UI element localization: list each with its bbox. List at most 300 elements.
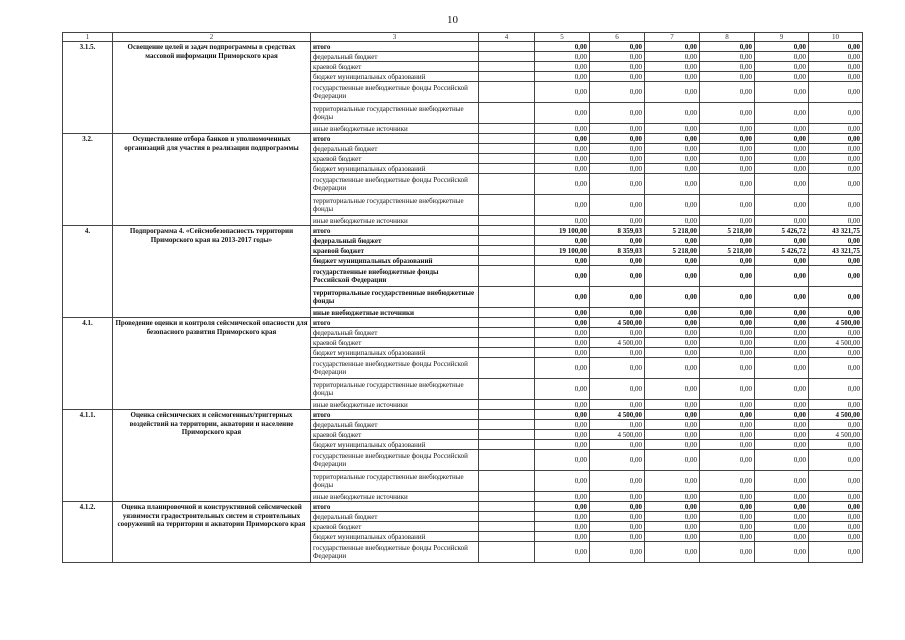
- amount-cell: 0,00: [590, 52, 645, 62]
- column-number: 8: [700, 33, 755, 42]
- empty-cell: [479, 82, 535, 103]
- amount-cell: 0,00: [645, 502, 700, 512]
- amount-cell: 0,00: [700, 348, 755, 358]
- amount-cell: 0,00: [535, 522, 590, 532]
- funding-source: бюджет муниципальных образований: [311, 440, 479, 450]
- amount-cell: 19 100,00: [535, 226, 590, 236]
- amount-cell: 5 426,72: [755, 246, 809, 256]
- amount-cell: 0,00: [590, 124, 645, 134]
- empty-cell: [479, 124, 535, 134]
- funding-source: территориальные государственные внебюджетные фонды: [311, 103, 479, 124]
- amount-cell: 0,00: [700, 134, 755, 144]
- amount-cell: 0,00: [590, 82, 645, 103]
- funding-source: территориальные государственные внебюджетные фонды: [311, 379, 479, 400]
- funding-source: государственные внебюджетные фонды Российской Федерации: [311, 358, 479, 379]
- funding-source: бюджет муниципальных образований: [311, 256, 479, 266]
- column-number: 6: [590, 33, 645, 42]
- amount-cell: 0,00: [535, 450, 590, 471]
- column-number-row: [63, 33, 863, 42]
- amount-cell: 0,00: [645, 134, 700, 144]
- amount-cell: 0,00: [535, 379, 590, 400]
- amount-cell: 0,00: [590, 400, 645, 410]
- funding-source: территориальные государственные внебюджетные фонды: [311, 195, 479, 216]
- amount-cell: 0,00: [645, 124, 700, 134]
- amount-cell: 0,00: [590, 164, 645, 174]
- empty-cell: [479, 440, 535, 450]
- amount-cell: 0,00: [700, 52, 755, 62]
- amount-cell: 0,00: [590, 256, 645, 266]
- funding-source: бюджет муниципальных образований: [311, 72, 479, 82]
- amount-cell: 0,00: [535, 440, 590, 450]
- funding-source: федеральный бюджет: [311, 512, 479, 522]
- amount-cell: 0,00: [590, 522, 645, 532]
- amount-cell: 0,00: [590, 440, 645, 450]
- amount-cell: 0,00: [755, 266, 809, 287]
- amount-cell: 0,00: [700, 358, 755, 379]
- amount-cell: 5 218,00: [700, 246, 755, 256]
- amount-cell: 0,00: [755, 379, 809, 400]
- amount-cell: 0,00: [755, 52, 809, 62]
- amount-cell: 0,00: [755, 338, 809, 348]
- amount-cell: 0,00: [590, 328, 645, 338]
- amount-cell: 0,00: [755, 103, 809, 124]
- amount-cell: 0,00: [809, 532, 863, 542]
- item-name: Освещение целей и задач подпрограммы в средствах массовой информации Приморского края: [113, 42, 311, 134]
- amount-cell: 0,00: [645, 42, 700, 52]
- column-number: 5: [535, 33, 590, 42]
- empty-cell: [479, 410, 535, 420]
- amount-cell: 0,00: [590, 134, 645, 144]
- amount-cell: 0,00: [809, 522, 863, 532]
- amount-cell: 0,00: [809, 492, 863, 502]
- empty-cell: [479, 542, 535, 563]
- item-code: 4.1.2.: [63, 502, 113, 563]
- amount-cell: 0,00: [809, 42, 863, 52]
- amount-cell: 0,00: [535, 82, 590, 103]
- empty-cell: [479, 226, 535, 236]
- funding-source: иные внебюджетные источники: [311, 124, 479, 134]
- funding-source: иные внебюджетные источники: [311, 492, 479, 502]
- funding-source: государственные внебюджетные фонды Российской Федерации: [311, 450, 479, 471]
- amount-cell: 0,00: [700, 154, 755, 164]
- amount-cell: 0,00: [809, 52, 863, 62]
- amount-cell: 0,00: [755, 256, 809, 266]
- empty-cell: [479, 308, 535, 318]
- amount-cell: 0,00: [700, 287, 755, 308]
- amount-cell: 0,00: [755, 440, 809, 450]
- amount-cell: 0,00: [535, 72, 590, 82]
- amount-cell: 8 359,03: [590, 246, 645, 256]
- item-code: 3.2.: [63, 134, 113, 226]
- amount-cell: 0,00: [535, 216, 590, 226]
- amount-cell: 0,00: [535, 103, 590, 124]
- amount-cell: 0,00: [535, 266, 590, 287]
- table-row: [63, 226, 863, 236]
- amount-cell: 0,00: [809, 154, 863, 164]
- amount-cell: 0,00: [809, 358, 863, 379]
- amount-cell: 4 500,00: [809, 318, 863, 328]
- column-number: 9: [755, 33, 809, 42]
- item-name: Подпрограмма 4. «Сейсмобезопасность территории Приморского края на 2013-2017 годы»: [113, 226, 311, 318]
- amount-cell: 0,00: [755, 144, 809, 154]
- amount-cell: 0,00: [535, 318, 590, 328]
- amount-cell: 0,00: [590, 379, 645, 400]
- amount-cell: 0,00: [590, 195, 645, 216]
- amount-cell: 0,00: [590, 236, 645, 246]
- amount-cell: 0,00: [645, 512, 700, 522]
- funding-source: иные внебюджетные источники: [311, 400, 479, 410]
- amount-cell: 0,00: [755, 420, 809, 430]
- empty-cell: [479, 379, 535, 400]
- amount-cell: 0,00: [645, 379, 700, 400]
- amount-cell: 0,00: [755, 328, 809, 338]
- empty-cell: [479, 246, 535, 256]
- item-name: Осуществление отбора банков и уполномоченных организаций для участия в реализации подпрограммы: [113, 134, 311, 226]
- empty-cell: [479, 62, 535, 72]
- amount-cell: 0,00: [590, 72, 645, 82]
- amount-cell: 0,00: [645, 542, 700, 563]
- amount-cell: 0,00: [755, 308, 809, 318]
- amount-cell: 5 218,00: [645, 246, 700, 256]
- funding-source: краевой бюджет: [311, 154, 479, 164]
- amount-cell: 0,00: [809, 308, 863, 318]
- amount-cell: 0,00: [535, 400, 590, 410]
- amount-cell: 0,00: [755, 174, 809, 195]
- item-code: 3.1.5.: [63, 42, 113, 134]
- amount-cell: 0,00: [645, 72, 700, 82]
- amount-cell: 4 500,00: [809, 430, 863, 440]
- amount-cell: 5 218,00: [700, 226, 755, 236]
- empty-cell: [479, 42, 535, 52]
- empty-cell: [479, 154, 535, 164]
- amount-cell: 0,00: [700, 379, 755, 400]
- amount-cell: 0,00: [645, 174, 700, 195]
- empty-cell: [479, 450, 535, 471]
- amount-cell: 0,00: [590, 358, 645, 379]
- amount-cell: 0,00: [700, 195, 755, 216]
- table-row: [63, 42, 863, 52]
- amount-cell: 0,00: [535, 62, 590, 72]
- amount-cell: 0,00: [809, 420, 863, 430]
- amount-cell: 0,00: [700, 124, 755, 134]
- funding-source: федеральный бюджет: [311, 420, 479, 430]
- amount-cell: 4 500,00: [809, 410, 863, 420]
- amount-cell: 0,00: [809, 400, 863, 410]
- amount-cell: 0,00: [700, 430, 755, 440]
- amount-cell: 0,00: [645, 256, 700, 266]
- amount-cell: 0,00: [700, 256, 755, 266]
- table-row: [63, 318, 863, 328]
- funding-source: краевой бюджет: [311, 522, 479, 532]
- funding-source: федеральный бюджет: [311, 236, 479, 246]
- empty-cell: [479, 195, 535, 216]
- funding-source: федеральный бюджет: [311, 52, 479, 62]
- funding-source: иные внебюджетные источники: [311, 308, 479, 318]
- amount-cell: 0,00: [755, 532, 809, 542]
- amount-cell: 0,00: [535, 308, 590, 318]
- amount-cell: 0,00: [809, 450, 863, 471]
- amount-cell: 0,00: [535, 358, 590, 379]
- amount-cell: 0,00: [535, 256, 590, 266]
- amount-cell: 0,00: [755, 492, 809, 502]
- amount-cell: 0,00: [590, 502, 645, 512]
- amount-cell: 0,00: [700, 542, 755, 563]
- amount-cell: 0,00: [645, 420, 700, 430]
- amount-cell: 0,00: [700, 164, 755, 174]
- amount-cell: 0,00: [590, 308, 645, 318]
- amount-cell: 0,00: [700, 410, 755, 420]
- amount-cell: 0,00: [700, 103, 755, 124]
- amount-cell: 0,00: [755, 318, 809, 328]
- amount-cell: 0,00: [535, 195, 590, 216]
- funding-source: краевой бюджет: [311, 246, 479, 256]
- amount-cell: 0,00: [809, 379, 863, 400]
- funding-source: краевой бюджет: [311, 62, 479, 72]
- amount-cell: 0,00: [809, 164, 863, 174]
- funding-source: государственные внебюджетные фонды Российской Федерации: [311, 266, 479, 287]
- amount-cell: 0,00: [809, 328, 863, 338]
- amount-cell: 0,00: [535, 124, 590, 134]
- empty-cell: [479, 471, 535, 492]
- amount-cell: 0,00: [809, 174, 863, 195]
- column-number: 3: [311, 33, 479, 42]
- amount-cell: 0,00: [590, 144, 645, 154]
- empty-cell: [479, 338, 535, 348]
- funding-source: иные внебюджетные источники: [311, 216, 479, 226]
- funding-source: итого: [311, 318, 479, 328]
- amount-cell: 0,00: [755, 542, 809, 563]
- funding-source: бюджет муниципальных образований: [311, 164, 479, 174]
- table-row: [63, 502, 863, 512]
- amount-cell: 0,00: [755, 358, 809, 379]
- amount-cell: 0,00: [755, 195, 809, 216]
- funding-source: краевой бюджет: [311, 430, 479, 440]
- amount-cell: 0,00: [645, 328, 700, 338]
- amount-cell: 0,00: [590, 103, 645, 124]
- amount-cell: 0,00: [590, 216, 645, 226]
- item-code: 4.1.: [63, 318, 113, 410]
- amount-cell: 0,00: [590, 492, 645, 502]
- amount-cell: 43 321,75: [809, 226, 863, 236]
- empty-cell: [479, 328, 535, 338]
- amount-cell: 0,00: [590, 471, 645, 492]
- amount-cell: 0,00: [755, 72, 809, 82]
- amount-cell: 0,00: [700, 492, 755, 502]
- amount-cell: 4 500,00: [809, 338, 863, 348]
- amount-cell: 4 500,00: [590, 318, 645, 328]
- amount-cell: 0,00: [590, 174, 645, 195]
- amount-cell: 0,00: [809, 287, 863, 308]
- item-code: 4.1.1.: [63, 410, 113, 502]
- amount-cell: 0,00: [755, 348, 809, 358]
- amount-cell: 0,00: [755, 154, 809, 164]
- amount-cell: 0,00: [645, 195, 700, 216]
- empty-cell: [479, 420, 535, 430]
- amount-cell: 0,00: [535, 348, 590, 358]
- page-number: 10: [447, 14, 458, 26]
- column-number: 7: [645, 33, 700, 42]
- amount-cell: 19 100,00: [535, 246, 590, 256]
- amount-cell: 0,00: [590, 154, 645, 164]
- amount-cell: 0,00: [645, 522, 700, 532]
- amount-cell: 0,00: [809, 195, 863, 216]
- amount-cell: 0,00: [535, 154, 590, 164]
- amount-cell: 0,00: [535, 164, 590, 174]
- amount-cell: 0,00: [700, 144, 755, 154]
- amount-cell: 0,00: [590, 42, 645, 52]
- empty-cell: [479, 430, 535, 440]
- empty-cell: [479, 52, 535, 62]
- amount-cell: 0,00: [755, 471, 809, 492]
- amount-cell: 0,00: [645, 318, 700, 328]
- table-row: [63, 134, 863, 144]
- amount-cell: 0,00: [645, 400, 700, 410]
- amount-cell: 0,00: [700, 420, 755, 430]
- amount-cell: 0,00: [645, 450, 700, 471]
- empty-cell: [479, 266, 535, 287]
- column-number: 4: [479, 33, 535, 42]
- amount-cell: 0,00: [535, 236, 590, 246]
- amount-cell: 0,00: [590, 512, 645, 522]
- amount-cell: 0,00: [645, 440, 700, 450]
- funding-source: территориальные государственные внебюджетные фонды: [311, 287, 479, 308]
- amount-cell: 0,00: [535, 492, 590, 502]
- amount-cell: 0,00: [535, 420, 590, 430]
- amount-cell: 0,00: [535, 144, 590, 154]
- amount-cell: 0,00: [535, 338, 590, 348]
- empty-cell: [479, 236, 535, 246]
- amount-cell: 0,00: [590, 287, 645, 308]
- funding-source: бюджет муниципальных образований: [311, 348, 479, 358]
- amount-cell: 0,00: [590, 450, 645, 471]
- amount-cell: 0,00: [700, 62, 755, 72]
- amount-cell: 43 321,75: [809, 246, 863, 256]
- empty-cell: [479, 174, 535, 195]
- amount-cell: 0,00: [700, 532, 755, 542]
- amount-cell: 0,00: [700, 471, 755, 492]
- empty-cell: [479, 287, 535, 308]
- funding-source: государственные внебюджетные фонды Российской Федерации: [311, 82, 479, 103]
- amount-cell: 0,00: [700, 512, 755, 522]
- item-name: Оценка планировочной и конструктивной сейсмической уязвимости градостроительных систем и строительных сооружений на территории и акватории Приморского края: [113, 502, 311, 563]
- amount-cell: 0,00: [535, 532, 590, 542]
- funding-source: бюджет муниципальных образований: [311, 532, 479, 542]
- empty-cell: [479, 103, 535, 124]
- amount-cell: 0,00: [535, 542, 590, 563]
- amount-cell: 0,00: [700, 236, 755, 246]
- empty-cell: [479, 348, 535, 358]
- amount-cell: 0,00: [755, 430, 809, 440]
- amount-cell: 0,00: [645, 236, 700, 246]
- amount-cell: 5 426,72: [755, 226, 809, 236]
- amount-cell: 0,00: [700, 450, 755, 471]
- empty-cell: [479, 256, 535, 266]
- amount-cell: 0,00: [535, 471, 590, 492]
- funding-source: федеральный бюджет: [311, 328, 479, 338]
- amount-cell: 0,00: [645, 144, 700, 154]
- item-code: 4.: [63, 226, 113, 318]
- amount-cell: 5 218,00: [645, 226, 700, 236]
- amount-cell: 0,00: [700, 318, 755, 328]
- amount-cell: 0,00: [535, 52, 590, 62]
- empty-cell: [479, 134, 535, 144]
- empty-cell: [479, 216, 535, 226]
- amount-cell: 0,00: [755, 164, 809, 174]
- amount-cell: 0,00: [809, 512, 863, 522]
- empty-cell: [479, 400, 535, 410]
- amount-cell: 0,00: [535, 512, 590, 522]
- amount-cell: 0,00: [645, 348, 700, 358]
- amount-cell: 0,00: [700, 338, 755, 348]
- amount-cell: 0,00: [755, 400, 809, 410]
- amount-cell: 0,00: [645, 62, 700, 72]
- amount-cell: 8 359,03: [590, 226, 645, 236]
- empty-cell: [479, 144, 535, 154]
- amount-cell: 0,00: [700, 266, 755, 287]
- amount-cell: 0,00: [700, 82, 755, 103]
- amount-cell: 0,00: [645, 266, 700, 287]
- item-name: Оценка сейсмических и сейсмогенных/триггерных воздействий на территории, акватории и население Приморского края: [113, 410, 311, 502]
- amount-cell: 0,00: [809, 62, 863, 72]
- empty-cell: [479, 318, 535, 328]
- amount-cell: 0,00: [535, 410, 590, 420]
- amount-cell: 0,00: [809, 72, 863, 82]
- amount-cell: 0,00: [645, 52, 700, 62]
- amount-cell: 0,00: [755, 42, 809, 52]
- amount-cell: 0,00: [755, 410, 809, 420]
- funding-source: краевой бюджет: [311, 338, 479, 348]
- financing-table: [62, 32, 863, 563]
- funding-source: федеральный бюджет: [311, 144, 479, 154]
- amount-cell: 0,00: [700, 308, 755, 318]
- amount-cell: 0,00: [809, 103, 863, 124]
- column-number: 10: [809, 33, 863, 42]
- amount-cell: 0,00: [809, 134, 863, 144]
- amount-cell: 0,00: [535, 42, 590, 52]
- amount-cell: 0,00: [645, 103, 700, 124]
- amount-cell: 0,00: [809, 256, 863, 266]
- amount-cell: 4 500,00: [590, 338, 645, 348]
- amount-cell: 0,00: [590, 62, 645, 72]
- amount-cell: 0,00: [809, 502, 863, 512]
- amount-cell: 0,00: [645, 492, 700, 502]
- amount-cell: 0,00: [645, 308, 700, 318]
- table-body: [63, 33, 863, 563]
- amount-cell: 0,00: [590, 420, 645, 430]
- empty-cell: [479, 164, 535, 174]
- funding-source: итого: [311, 134, 479, 144]
- amount-cell: 0,00: [755, 236, 809, 246]
- amount-cell: 0,00: [755, 502, 809, 512]
- amount-cell: 0,00: [645, 287, 700, 308]
- amount-cell: 4 500,00: [590, 430, 645, 440]
- amount-cell: 0,00: [535, 287, 590, 308]
- column-number: 1: [63, 33, 113, 42]
- amount-cell: 0,00: [755, 450, 809, 471]
- funding-source: государственные внебюджетные фонды Российской Федерации: [311, 174, 479, 195]
- amount-cell: 0,00: [590, 532, 645, 542]
- amount-cell: 0,00: [590, 266, 645, 287]
- amount-cell: 0,00: [809, 440, 863, 450]
- column-number: 2: [113, 33, 311, 42]
- empty-cell: [479, 522, 535, 532]
- amount-cell: 0,00: [535, 174, 590, 195]
- amount-cell: 0,00: [755, 522, 809, 532]
- amount-cell: 0,00: [535, 502, 590, 512]
- empty-cell: [479, 512, 535, 522]
- amount-cell: 0,00: [700, 216, 755, 226]
- amount-cell: 0,00: [700, 174, 755, 195]
